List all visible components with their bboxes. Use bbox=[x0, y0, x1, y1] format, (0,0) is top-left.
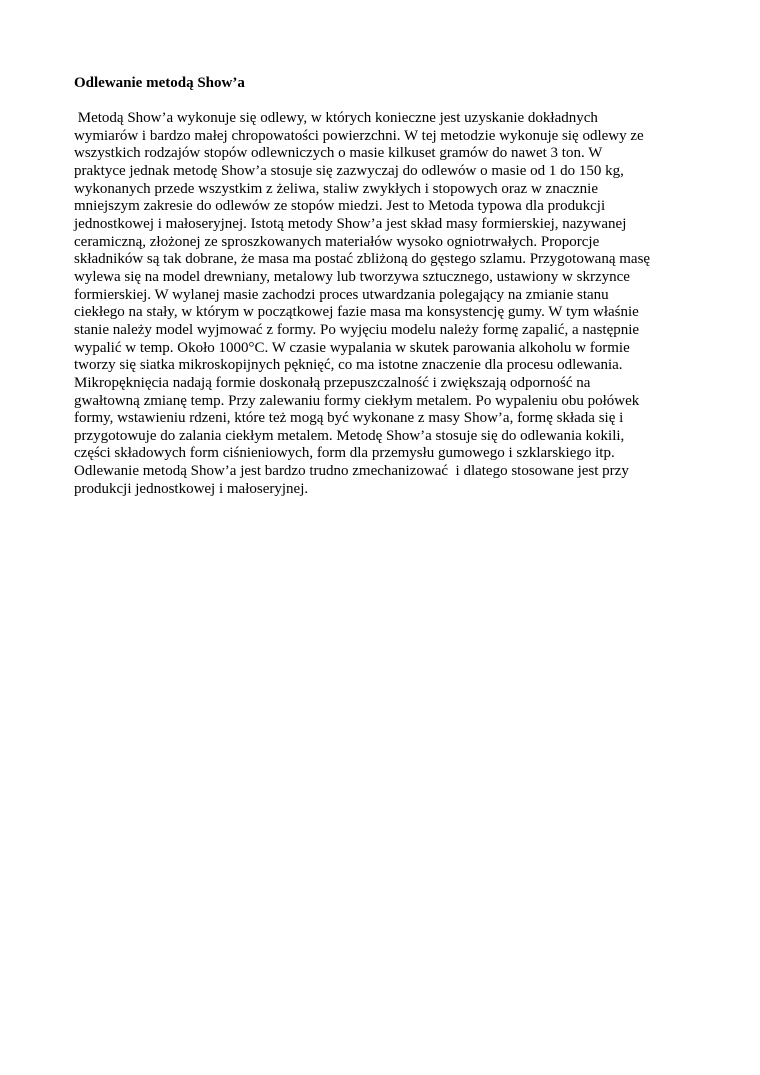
document-body bbox=[74, 110, 650, 498]
paragraph-line: składników są tak dobrane, że masa ma postać zbliżoną do gęstego szlamu. Przygotowaną masę bbox=[74, 251, 651, 268]
paragraph-line: przygotowuje do zalania ciekłym metalem. Metodę Show’a stosuje się do odlewania kokili, bbox=[74, 427, 625, 444]
paragraph-line: wszystkich rodzajów stopów odlewniczych o masie kilkuset gramów do nawet 3 ton. W bbox=[74, 145, 603, 162]
paragraph-line: stanie należy model wyjmować z formy. Po wyjęciu modelu należy formę zapalić, a następnie bbox=[74, 321, 640, 338]
paragraph-line: formy, wstawieniu rdzeni, które też mogą być wykonane z masy Show’a, formę składa się i bbox=[74, 410, 624, 427]
paragraph-line: tworzy się siatka mikroskopijnych pęknięć, co ma istotne znaczenie dla procesu odlewania. bbox=[74, 357, 623, 374]
document-title: Odlewanie metodą Show’a bbox=[74, 75, 245, 91]
paragraph-line: wymiarów i bardzo małej chropowatości powierzchni. W tej metodzie wykonuje się odlewy ze bbox=[74, 127, 644, 144]
paragraph-line: jednostkowej i małoseryjnej. Istotą metody Show’a jest skład masy formierskiej, nazywanej bbox=[74, 215, 627, 232]
paragraph-line: wypalić w temp. Około 1000°C. W czasie wypalania w skutek parowania alkoholu w formie bbox=[74, 339, 630, 356]
paragraph-line: formierskiej. W wylanej masie zachodzi proces utwardzania polegający na zmianie stanu bbox=[74, 286, 609, 303]
paragraph-line: Mikropęknięcia nadają formie doskonałą przepuszczalność i zwiększają odporność na bbox=[74, 374, 591, 391]
paragraph-line: Metodą Show’a wykonuje się odlewy, w których konieczne jest uzyskanie dokładnych bbox=[74, 110, 598, 126]
paragraph-line: Odlewanie metodą Show’a jest bardzo trudno zmechanizować i dlatego stosowane jest przy bbox=[74, 463, 629, 480]
paragraph-line: mniejszym zakresie do odlewów ze stopów miedzi. Jest to Metoda typowa dla produkcji bbox=[74, 198, 606, 215]
paragraph-line: ciekłego na stały, w którym w początkowej fazie masa ma konsystencję gumy. W tym właśnie bbox=[74, 304, 639, 321]
paragraph-line: części składowych form ciśnieniowych, form dla przemysłu gumowego i szklarskiego itp. bbox=[74, 445, 615, 462]
paragraph-line: gwałtowną zmianę temp. Przy zalewaniu formy ciekłym metalem. Po wypaleniu obu połówek bbox=[74, 392, 640, 409]
paragraph-line: wylewa się na model drewniany, metalowy lub tworzywa sztucznego, ustawiony w skrzynce bbox=[74, 268, 630, 285]
paragraph-line: wykonanych przede wszystkim z żeliwa, staliw zwykłych i stopowych oraz w znacznie bbox=[74, 180, 598, 197]
paragraph-line: produkcji jednostkowej i małoseryjnej. bbox=[74, 480, 309, 497]
paragraph-line: praktyce jednak metodę Show’a stosuje się zazwyczaj do odlewów o masie od 1 do 150 kg, bbox=[74, 162, 624, 179]
paragraph-line: ceramiczną, złożonej ze sproszkowanych materiałów wysoko ogniotrwałych. Proporcje bbox=[74, 233, 600, 250]
